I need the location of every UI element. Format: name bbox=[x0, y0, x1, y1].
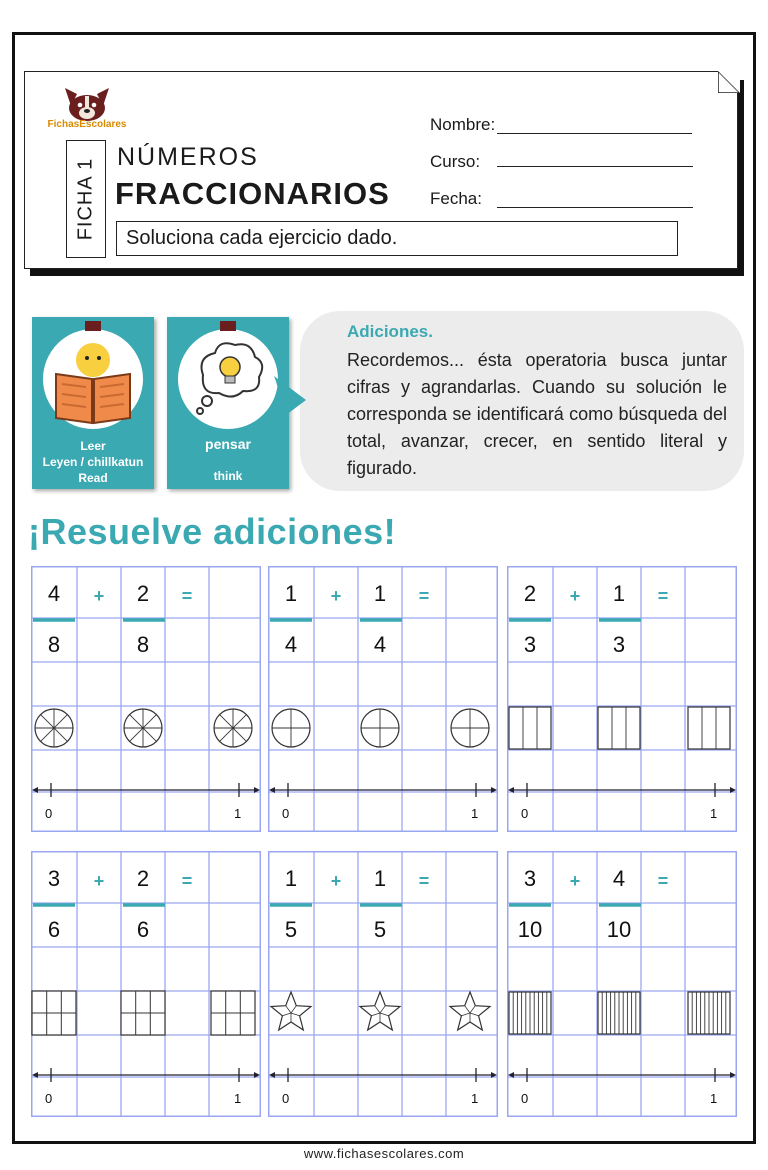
name-line[interactable] bbox=[497, 133, 692, 134]
denominator-2: 8 bbox=[136, 632, 150, 657]
rect-3-shape-icon[interactable] bbox=[687, 706, 731, 750]
number-line-end: 1 bbox=[710, 806, 718, 821]
star-5-shape-icon[interactable] bbox=[268, 990, 314, 1036]
denominator-2: 10 bbox=[606, 917, 632, 942]
think-card-line-1: pensar bbox=[205, 436, 251, 452]
read-card bbox=[32, 317, 154, 489]
read-card-line-1: Leer bbox=[80, 439, 106, 453]
denominator-1: 3 bbox=[523, 632, 537, 657]
denominator-1: 4 bbox=[284, 632, 298, 657]
date-line[interactable] bbox=[497, 207, 693, 208]
equals-sign: = bbox=[418, 586, 430, 606]
circle-8-shape-icon[interactable] bbox=[33, 707, 75, 749]
circle-8-shape-icon[interactable] bbox=[212, 707, 254, 749]
numerator-2: 2 bbox=[136, 581, 150, 606]
numerator-2: 1 bbox=[373, 581, 387, 606]
read-card-line-3: Read bbox=[78, 471, 108, 485]
exercise-box bbox=[31, 566, 261, 832]
equals-sign: = bbox=[418, 871, 430, 891]
equals-sign: = bbox=[181, 871, 193, 891]
denominator-2: 6 bbox=[136, 917, 150, 942]
answer-cell[interactable] bbox=[447, 852, 497, 990]
answer-cell[interactable] bbox=[210, 852, 260, 990]
denominator-2: 5 bbox=[373, 917, 387, 942]
answer-cell[interactable] bbox=[210, 567, 260, 705]
numerator-1: 1 bbox=[284, 866, 298, 891]
number-line-end: 1 bbox=[471, 806, 479, 821]
section-heading: ¡Resuelve adiciones! bbox=[28, 511, 397, 552]
exercise-box bbox=[507, 851, 737, 1117]
plus-sign: + bbox=[330, 586, 342, 606]
circle-4-shape-icon[interactable] bbox=[270, 707, 312, 749]
rect-3-shape-icon[interactable] bbox=[597, 706, 641, 750]
denominator-1: 10 bbox=[517, 917, 543, 942]
name-label: Nombre: bbox=[430, 115, 496, 134]
star-5-shape-icon[interactable] bbox=[447, 990, 493, 1036]
brand-name: FichasEscolares bbox=[47, 119, 127, 130]
info-text: Recordemos... ésta operatoria busca juntar cifras y agrandarlas. Cuando su solución le corresponda se identificará como búsqueda del total, avanzar, crecer, en sentido literal y figurado. bbox=[347, 350, 727, 478]
read-card-line-2: Leyen / chillkatun bbox=[42, 455, 144, 469]
course-label: Curso: bbox=[430, 152, 481, 171]
number-line-end: 1 bbox=[710, 1091, 718, 1106]
answer-cell[interactable] bbox=[686, 567, 736, 705]
numerator-2: 4 bbox=[612, 866, 626, 891]
denominator-2: 4 bbox=[373, 632, 387, 657]
plus-sign: + bbox=[569, 871, 581, 891]
plus-sign: + bbox=[93, 871, 105, 891]
instruction-box: Soluciona cada ejercicio dado. bbox=[116, 221, 678, 256]
numerator-1: 2 bbox=[523, 581, 537, 606]
plus-sign: + bbox=[330, 871, 342, 891]
ficha-label: FICHA 1 bbox=[66, 140, 106, 258]
number-line-end: 1 bbox=[234, 806, 242, 821]
numerator-1: 3 bbox=[523, 866, 537, 891]
answer-cell[interactable] bbox=[447, 567, 497, 705]
numerator-2: 1 bbox=[612, 581, 626, 606]
title-line-1: NÚMEROS bbox=[117, 143, 259, 171]
grid-6-shape-icon[interactable] bbox=[31, 990, 77, 1036]
number-line-end: 1 bbox=[234, 1091, 242, 1106]
exercise-box bbox=[507, 566, 737, 832]
numerator-1: 4 bbox=[47, 581, 61, 606]
answer-cell[interactable] bbox=[686, 852, 736, 990]
rect-10-shape-icon[interactable] bbox=[687, 991, 731, 1035]
rect-3-shape-icon[interactable] bbox=[508, 706, 552, 750]
exercise-box bbox=[268, 566, 498, 832]
rect-10-shape-icon[interactable] bbox=[597, 991, 641, 1035]
denominator-2: 3 bbox=[612, 632, 626, 657]
equals-sign: = bbox=[657, 586, 669, 606]
numerator-1: 3 bbox=[47, 866, 61, 891]
footer-url: www.fichasescolares.com bbox=[303, 1146, 465, 1161]
numerator-2: 1 bbox=[373, 866, 387, 891]
info-title: Adiciones. bbox=[347, 322, 433, 341]
plus-sign: + bbox=[93, 586, 105, 606]
plus-sign: + bbox=[569, 586, 581, 606]
denominator-1: 5 bbox=[284, 917, 298, 942]
number-line-start: 0 bbox=[521, 806, 529, 821]
exercise-box bbox=[268, 851, 498, 1117]
number-line-end: 1 bbox=[471, 1091, 479, 1106]
exercise-box bbox=[31, 851, 261, 1117]
arrow-right-icon bbox=[270, 372, 310, 428]
number-line-start: 0 bbox=[282, 806, 290, 821]
numerator-1: 1 bbox=[284, 581, 298, 606]
grid-6-shape-icon[interactable] bbox=[120, 990, 166, 1036]
equals-sign: = bbox=[657, 871, 669, 891]
rect-10-shape-icon[interactable] bbox=[508, 991, 552, 1035]
number-line-start: 0 bbox=[282, 1091, 290, 1106]
number-line-start: 0 bbox=[45, 1091, 53, 1106]
denominator-1: 8 bbox=[47, 632, 61, 657]
circle-4-shape-icon[interactable] bbox=[359, 707, 401, 749]
denominator-1: 6 bbox=[47, 917, 61, 942]
date-label: Fecha: bbox=[430, 189, 482, 208]
equals-sign: = bbox=[181, 586, 193, 606]
number-line-start: 0 bbox=[521, 1091, 529, 1106]
grid-6-shape-icon[interactable] bbox=[210, 990, 256, 1036]
think-card-line-2: think bbox=[213, 469, 243, 483]
page-fold-icon bbox=[718, 71, 740, 93]
star-5-shape-icon[interactable] bbox=[357, 990, 403, 1036]
circle-8-shape-icon[interactable] bbox=[122, 707, 164, 749]
course-line[interactable] bbox=[497, 166, 693, 167]
numerator-2: 2 bbox=[136, 866, 150, 891]
title-line-2: FRACCIONARIOS bbox=[115, 176, 390, 211]
circle-4-shape-icon[interactable] bbox=[449, 707, 491, 749]
number-line-start: 0 bbox=[45, 806, 53, 821]
